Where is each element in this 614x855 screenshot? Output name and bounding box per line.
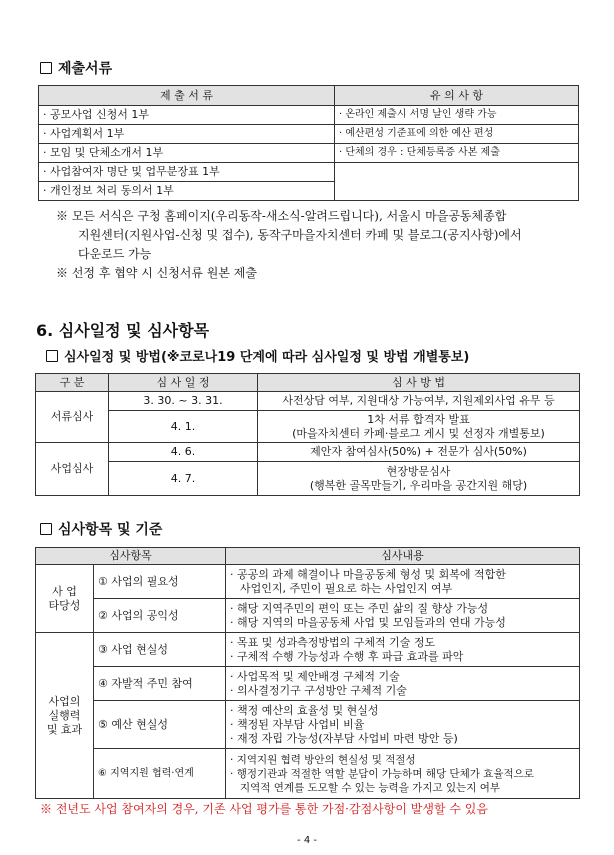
criteria-item: ③ 사업 현실성 — [94, 633, 226, 667]
col-header-docs: 제 출 서 류 — [39, 86, 335, 106]
group-execution: 사업의 실행력 및 효과 — [36, 633, 94, 799]
checkbox-icon — [46, 350, 58, 362]
section-6-heading: 6. 심사일정 및 심사항목 — [36, 321, 210, 340]
criteria-item: ④ 자발적 주민 참여 — [94, 667, 226, 701]
doc-review-label: 서류심사 — [36, 392, 109, 443]
remark-bonus-penalty: ※ 전년도 사업 참여자의 경우, 기존 사업 평가를 통한 가점·감점사항이 발생할 수 있음 — [40, 802, 488, 816]
remark-download: ※ 모든 서식은 구청 홈페이지(우리동작-새소식-알려드립니다), 서울시 마을공동체종합 지원센터(지원사업-신청 및 접수), 동작구마을자치센터 카페 및 블로그(공지사항)에서 다운로드 가능 ※ 선정 후 협약 시 신청서류 원본 제출 — [56, 207, 596, 283]
schedule-subheading: 심사일정 및 방법(※코로나19 단계에 따라 심사일정 및 방법 개별통보) — [46, 346, 469, 365]
note-item: · 단체의 경우 : 단체등록증 사본 제출 — [335, 144, 579, 163]
biz-review-label: 사업심사 — [36, 443, 109, 496]
col-header-method: 심 사 방 법 — [258, 374, 580, 392]
doc-item: · 개인정보 처리 동의서 1부 — [39, 182, 335, 201]
criteria-table: 심사항목 심사내용 사 업 타당성 ① 사업의 필요성 · 공공의 과제 해결이나 마을공동체 형성 및 회복에 적합한 사업인지, 주민이 필요로 하는 사업인지 여부 ② 사업의 공익성 · 해당 지역주민의 편익 또는 주민 삶의 질 향상 가능성 · 해당 지역의 마을공동체 사업 및 모임들과의 연대 가능성 사업의 실행력 및 효과 ③ 사업 현실성 · 목표 및 성과측정방법의 구체적 기술 정도 · 구체적 수행 가능성과 수행 후 파급 효과를 파악 ④ 자발적 주민 참여 · 사업목적 및 제안배경 구체적 기술 · 의사결정기구 구성방안 구체적 기술 ⑤ 예산 현실성 · 책정 예산의 효율성 및 현실성 · 책정된 자부담 사업비 비율 · 재정 자립 가능성(자부담 사업비 마련 방안 등) ⑥ 지역지원 협력·연계 · 지역지원 협력 방안의 현실성 및 적절성 · 행정기관과 적절한 역할 분담이 가능하며 해당 단체가 효율적으로 지역적 연계를 도모할 수 있는 능력을 가지고 있는지 여부 — [35, 547, 580, 799]
note-item: · 온라인 제출시 서명 날인 생략 가능 — [335, 106, 579, 125]
criteria-item: ⑥ 지역지원 협력·연계 — [94, 749, 226, 799]
doc-item: · 공모사업 신청서 1부 — [39, 106, 335, 125]
doc-item: · 모임 및 단체소개서 1부 — [39, 144, 335, 163]
section-submit-docs-title: 제출서류 — [40, 58, 112, 78]
criteria-subheading: 심사항목 및 기준 — [40, 519, 162, 539]
doc-item: · 사업계획서 1부 — [39, 125, 335, 144]
page-number: - 4 - — [297, 835, 317, 846]
doc-item: · 사업참여자 명단 및 업무분장표 1부 — [39, 163, 335, 182]
checkbox-icon — [40, 523, 52, 535]
criteria-item: ① 사업의 필요성 — [94, 565, 226, 599]
col-header-item: 심사항목 — [36, 548, 226, 565]
criteria-item: ⑤ 예산 현실성 — [94, 701, 226, 749]
col-header-notes: 유 의 사 항 — [335, 86, 579, 106]
checkbox-icon — [40, 62, 52, 74]
criteria-item: ② 사업의 공익성 — [94, 599, 226, 633]
schedule-table: 구 분 심 사 일 정 심 사 방 법 서류심사 3. 30. ~ 3. 31. 사전상담 여부, 지원대상 가능여부, 지원제외사업 유무 등 4. 1. 1차 서류 합격자 발표 (마을자치센터 카페·블로그 게시 및 선정자 개별통보) 사업심사 4. 6. 제안자 참여심사(50%) + 전문가 심사(50%) 4. 7. 현장방문심사 (행복한 골목만들기, 우리마을 공간지원 해당) — [35, 373, 580, 496]
group-feasibility: 사 업 타당성 — [36, 565, 94, 633]
col-header-content: 심사내용 — [226, 548, 580, 565]
submit-docs-table — [38, 85, 579, 201]
col-header-type: 구 분 — [36, 374, 109, 392]
remark-original: ※ 선정 후 협약 시 신청서류 원본 제출 — [56, 266, 257, 280]
note-item: · 예산편성 기준표에 의한 예산 편성 — [335, 125, 579, 144]
col-header-date: 심 사 일 정 — [109, 374, 258, 392]
